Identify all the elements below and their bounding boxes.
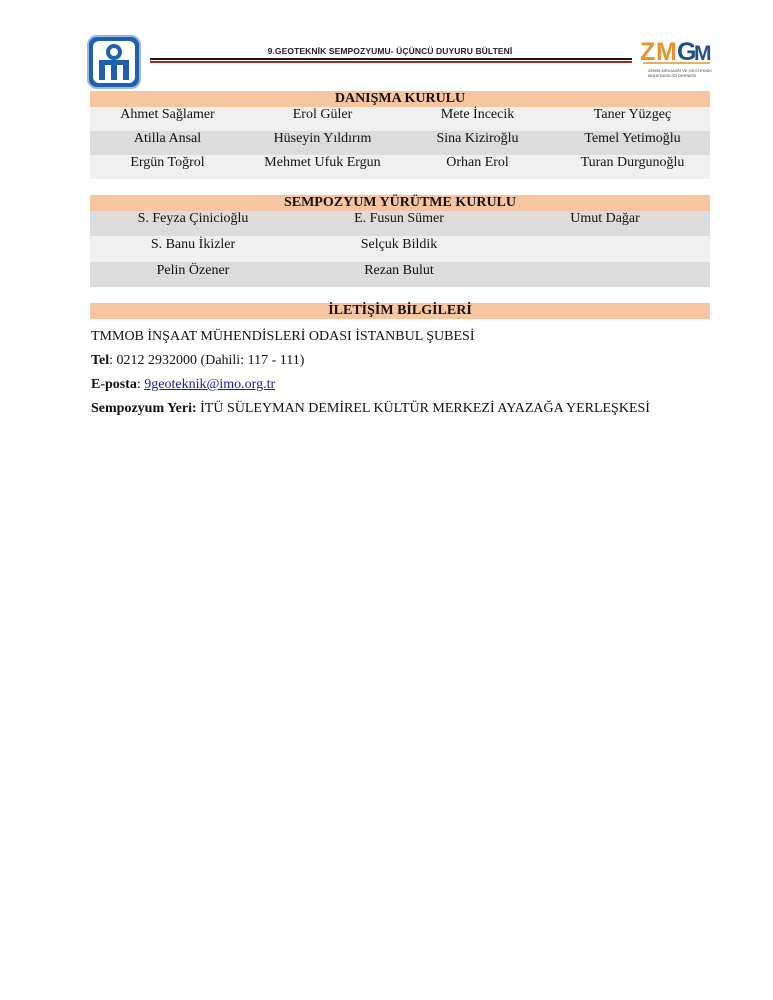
member-name: Rezan Bulut [364,263,434,278]
header-divider [150,58,632,63]
member-name: Orhan Erol [446,155,509,170]
svg-text:M: M [656,38,677,66]
member-name: Pelin Özener [156,263,230,278]
member-name: Erol Güler [292,107,353,122]
phone-label: Tel [91,353,110,368]
advisory-board-heading: DANIŞMA KURULU [90,91,710,107]
organization-name: TMMOB İNŞAAT MÜHENDİSLERİ ODASI İSTANBUL ŞUBESİ [91,329,475,344]
email-label: E-posta [91,377,137,392]
member-name: Turan Durgunoğlu [580,155,685,170]
phone-value: : 0212 2932000 (Dahili: 117 - 111) [109,353,305,368]
svg-text:Z: Z [640,38,656,66]
table-row [90,155,710,179]
executive-committee-heading: SEMPOZYUM YÜRÜTME KURULU [90,195,710,211]
zmgm-logo [640,36,712,92]
email-separator: : [136,377,145,392]
member-name: S. Banu İkizler [150,237,236,252]
member-name: Atilla Ansal [133,131,202,146]
venue-label: Sempozyum Yeri: [91,401,197,416]
email-line [91,377,275,393]
member-name: Hüseyin Yıldırım [273,131,372,146]
venue-value: İTÜ SÜLEYMAN DEMİREL KÜLTÜR MERKEZİ AYAZAĞA YERLEŞKESİ [196,401,650,416]
member-name [502,262,708,263]
table-row [90,211,710,236]
member-name: Sina Kiziroğlu [436,131,519,146]
zmgm-subtitle: ZEMİN MEKANİĞİ VE GEOTEKNİK MÜHENDİSLİĞİ DERNEĞİ [648,68,713,78]
member-name [502,236,708,237]
contact-info-heading: İLETİŞİM BİLGİLERİ [90,303,710,319]
venue-line [91,401,650,417]
table-row [90,262,710,287]
member-name: Temel Yetimoğlu [584,131,681,146]
bulletin-title: 9.GEOTEKNİK SEMPOZYUMU- ÜÇÜNCÜ DUYURU BÜLTENİ [267,46,513,56]
table-row [90,107,710,131]
member-name: Selçuk Bildik [360,237,438,252]
table-row [90,236,710,262]
advisory-board-table [90,107,710,179]
svg-text:G: G [677,38,697,66]
member-name: Ergün Toğrol [130,155,205,170]
svg-text:M: M [694,42,712,65]
member-name: Taner Yüzgeç [593,107,672,122]
member-name: Mehmet Ufuk Ergun [264,155,381,170]
member-name: Umut Dağar [570,211,640,226]
imo-logo [87,35,141,89]
email-link[interactable]: 9geoteknik@imo.org.tr [144,377,276,392]
phone-line [91,353,304,369]
member-name: E. Fusun Sümer [354,211,444,226]
member-name: S. Feyza Çinicioğlu [137,211,249,226]
executive-committee-table [90,211,710,287]
table-row [90,131,710,155]
member-name: Mete İncecik [440,107,515,122]
member-name: Ahmet Sağlamer [120,107,215,122]
